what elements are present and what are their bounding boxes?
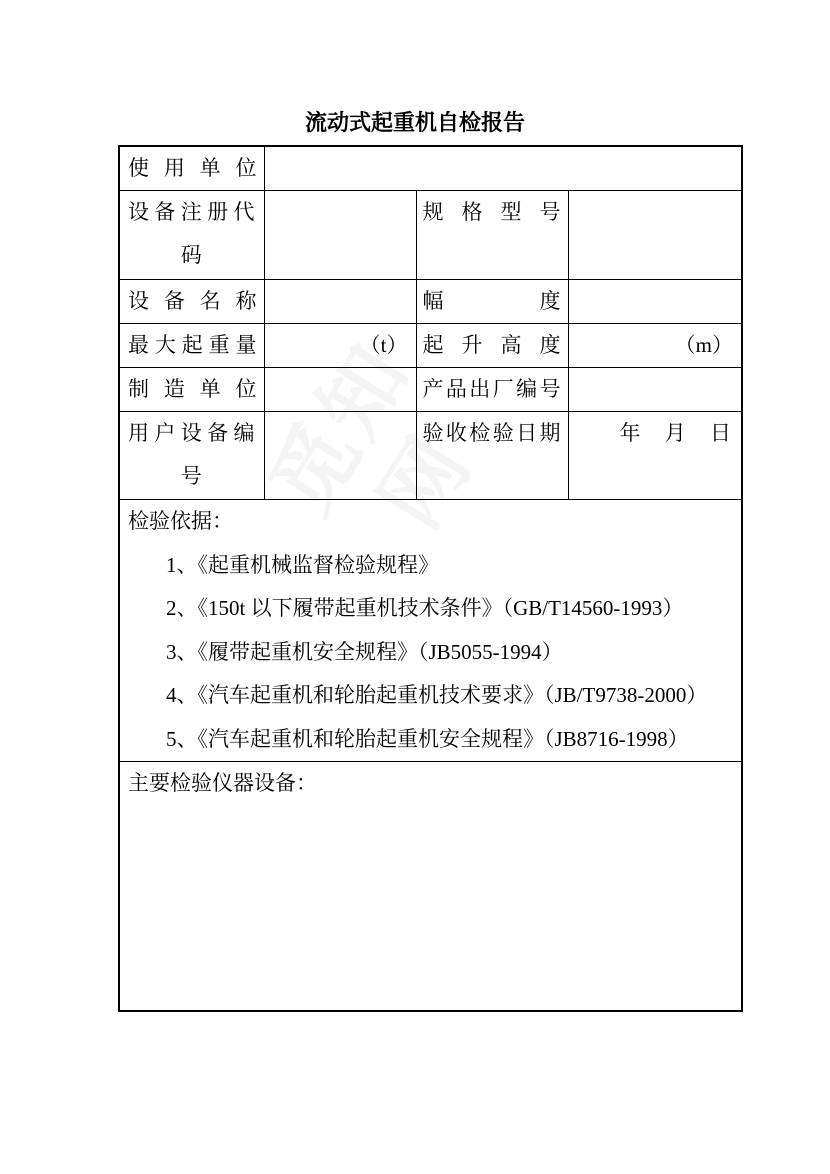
user-unit-label-cell — [119, 146, 264, 191]
reg-code-label: 设备注册代码 — [128, 200, 257, 267]
amplitude-field — [568, 280, 742, 324]
basis-item: 3、《履带起重机安全规程》（JB5055-1994） — [166, 639, 563, 664]
serial-no-label: 产品出厂编号 — [422, 377, 561, 401]
serial-no-label-cell — [416, 368, 568, 412]
amplitude-label: 幅度 — [422, 289, 561, 313]
device-name-label: 设备名称 — [128, 289, 257, 313]
user-device-no-label: 用户设备编号 — [128, 421, 257, 488]
lift-height-label-cell — [416, 324, 568, 368]
lift-height-unit: （m） — [674, 333, 733, 357]
acceptance-date-label: 验收检验日期 — [422, 421, 561, 445]
row-inspection-basis — [119, 500, 742, 762]
max-load-unit: （t） — [359, 333, 408, 357]
user-device-no-field — [264, 412, 416, 500]
reg-code-label-cell — [119, 191, 264, 280]
max-load-label: 最大起重量 — [128, 333, 257, 357]
max-load-label-cell — [119, 324, 264, 368]
row-max-load — [119, 324, 742, 368]
manufacturer-field — [264, 368, 416, 412]
lift-height-label: 起升高度 — [422, 333, 561, 357]
acceptance-date-field — [568, 412, 742, 500]
spec-model-field — [568, 191, 742, 280]
spec-model-label: 规格型号 — [422, 200, 561, 224]
amplitude-label-cell — [416, 280, 568, 324]
device-name-field — [264, 280, 416, 324]
equipment-heading: 主要检验仪器设备： — [128, 771, 317, 795]
basis-heading: 检验依据： — [128, 509, 233, 533]
inspection-basis-cell — [119, 500, 742, 762]
max-load-field — [264, 324, 416, 368]
row-user-unit — [119, 146, 742, 191]
acceptance-date-label-cell — [416, 412, 568, 500]
inspection-form-table — [118, 145, 743, 1012]
row-user-device-no — [119, 412, 742, 500]
page-title: 流动式起重机自检报告 — [304, 110, 525, 135]
row-reg-code — [119, 191, 742, 280]
basis-item: 4、《汽车起重机和轮胎起重机技术要求》（JB/T9738-2000） — [166, 683, 708, 707]
lift-height-field — [568, 324, 742, 368]
serial-no-field — [568, 368, 742, 412]
basis-item: 2、《150t 以下履带起重机技术条件》（GB/T14560-1993） — [166, 596, 684, 620]
reg-code-field — [264, 191, 416, 280]
basis-item: 5、《汽车起重机和轮胎起重机安全规程》（JB8716-1998） — [166, 726, 689, 751]
row-manufacturer — [119, 368, 742, 412]
basis-item: 1、《起重机械监督检验规程》 — [166, 552, 439, 577]
manufacturer-label-cell — [119, 368, 264, 412]
user-unit-label: 使用单位 — [128, 156, 257, 180]
device-name-label-cell — [119, 280, 264, 324]
spec-model-label-cell — [416, 191, 568, 280]
manufacturer-label: 制造单位 — [128, 377, 257, 401]
user-unit-field — [264, 146, 742, 191]
equipment-cell — [119, 762, 742, 1011]
acceptance-date-value: 年 月 日 — [619, 421, 731, 445]
row-equipment — [119, 762, 742, 1011]
row-device-name — [119, 280, 742, 324]
user-device-no-label-cell — [119, 412, 264, 500]
